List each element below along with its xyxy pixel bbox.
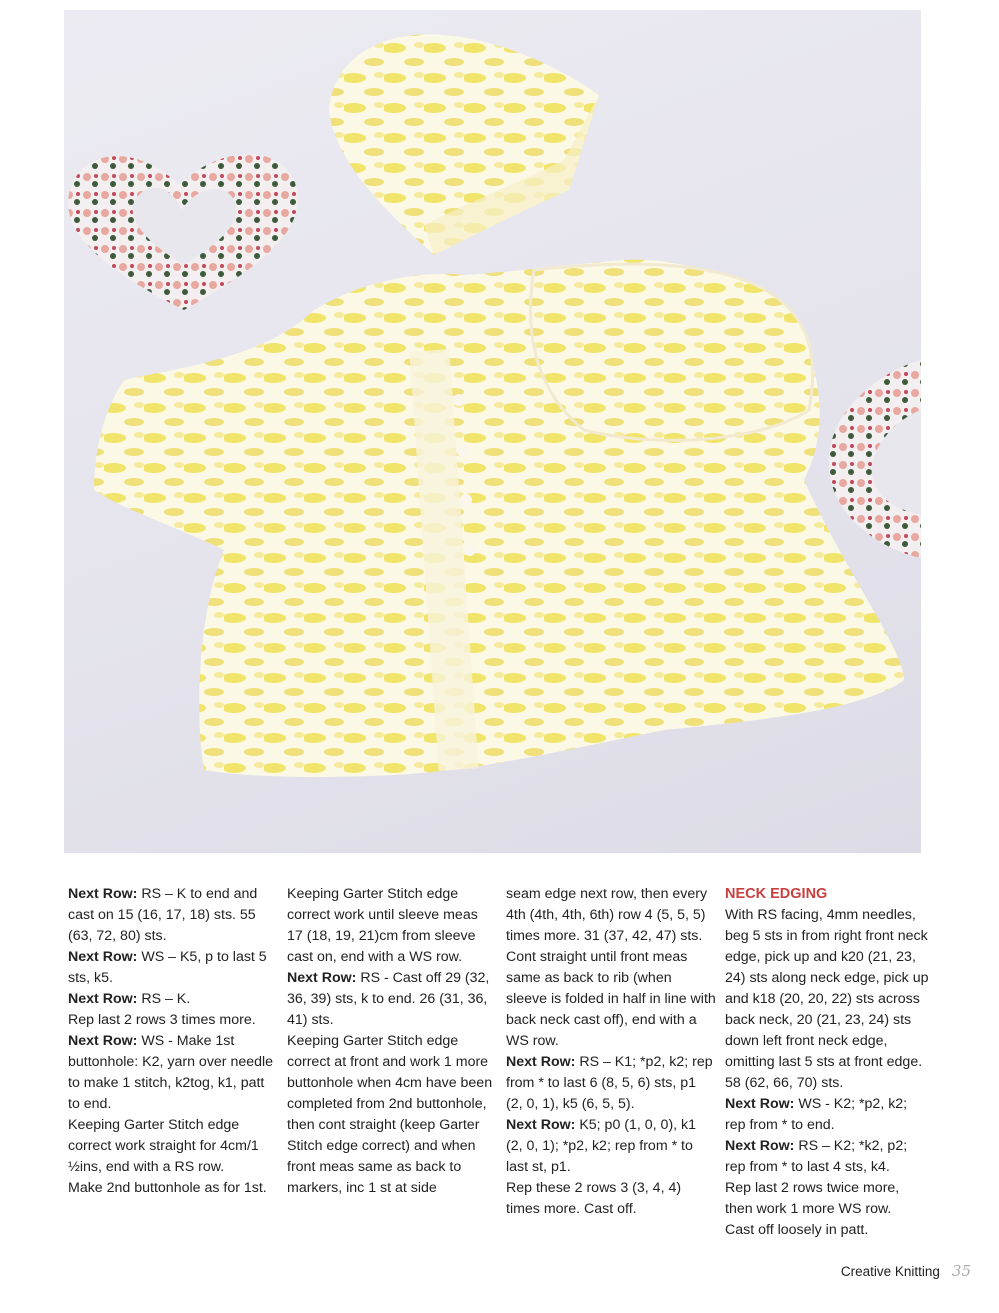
instruction-paragraph	[68, 884, 278, 947]
row-label: Next Row:	[68, 991, 138, 1007]
instruction-text: With RS facing, 4mm needles, beg 5 sts in from right front neck edge, pick up and k20 (21, 23, 24) sts along neck edge, pick up and k18 (20, 20, 22) sts across back neck, 20 (21, 23, 24) sts down left front neck edge, omitting last 5 sts at front edge. 58 (62, 66, 70) sts.	[725, 907, 929, 1091]
instruction-paragraph	[725, 1136, 930, 1178]
instruction-paragraph	[725, 1094, 930, 1136]
instruction-text: K5; p0 (1, 0, 0), k1 (2, 0, 1); *p2, k2; rep from * to last st, p1.	[506, 1117, 697, 1175]
instruction-paragraph	[506, 1115, 716, 1178]
instruction-text: RS – K2; *k2, p2; rep from * to last 4 sts, k4.	[725, 1138, 908, 1175]
instruction-paragraph	[506, 1178, 716, 1220]
instruction-text: WS - Make 1st buttonhole: K2, yarn over needle to make 1 stitch, k2tog, k1, patt to end.	[68, 1033, 274, 1112]
knitted-hat	[329, 34, 599, 255]
product-photo	[64, 10, 921, 853]
instruction-text: RS – K.	[137, 991, 191, 1007]
instruction-paragraph	[68, 1010, 278, 1031]
instruction-paragraph	[68, 1115, 278, 1178]
instruction-text: Keeping Garter Stitch edge correct work until sleeve meas 17 (18, 19, 21)cm from sleeve cast on, end with a WS row.	[287, 886, 478, 965]
instructions-column-1	[68, 884, 278, 1199]
row-label: Next Row:	[506, 1117, 576, 1133]
instruction-paragraph	[725, 1178, 930, 1220]
row-label: Next Row:	[506, 1054, 576, 1070]
page-number: 35	[951, 1262, 971, 1280]
instruction-paragraph	[68, 1178, 278, 1199]
instructions-column-3	[506, 884, 716, 1220]
instruction-text: RS – K to end and cast on 15 (16, 17, 18) sts. 55 (63, 72, 80) sts.	[68, 886, 258, 944]
instruction-paragraph	[68, 947, 278, 989]
instruction-paragraph	[506, 947, 716, 1052]
row-label: Next Row:	[287, 970, 357, 986]
row-label: Next Row:	[68, 886, 138, 902]
instruction-paragraph	[725, 1220, 930, 1241]
instruction-paragraph	[68, 989, 278, 1010]
instruction-text: Cont straight until front meas same as back to rib (when sleeve is folded in half in line with back neck cast off), end with a WS row.	[506, 949, 716, 1049]
instruction-text: WS - K2; *p2, k2; rep from * to end.	[725, 1096, 908, 1133]
heart-wreath-left	[68, 154, 298, 310]
instruction-paragraph	[725, 905, 930, 1094]
instruction-text: Rep last 2 rows twice more, then work 1 more WS row.	[725, 1180, 900, 1217]
row-label: Next Row:	[68, 1033, 138, 1049]
row-label: Next Row:	[68, 949, 138, 965]
instruction-paragraph	[506, 884, 716, 947]
section-heading: NECK EDGING	[725, 886, 828, 902]
instruction-paragraph	[287, 884, 497, 968]
instruction-text: Rep these 2 rows 3 (3, 4, 4) times more. Cast off.	[506, 1180, 682, 1217]
instruction-text: RS – K1; *p2, k2; rep from * to last 6 (8, 5, 6) sts, p1 (2, 0, 1), k5 (6, 5, 5).	[506, 1054, 713, 1112]
instruction-paragraph	[68, 1031, 278, 1115]
instruction-text: Keeping Garter Stitch edge correct work straight for 4cm/1 ½ins, end with a RS row.	[68, 1117, 259, 1175]
instruction-text: RS - Cast off 29 (32, 36, 39) sts, k to end. 26 (31, 36, 41) sts.	[287, 970, 490, 1028]
instruction-paragraph	[287, 968, 497, 1031]
page-footer	[841, 1262, 971, 1280]
instruction-paragraph	[506, 1052, 716, 1115]
neck-edging-section	[725, 884, 930, 1241]
instruction-text: WS – K5, p to last 5 sts, k5.	[68, 949, 267, 986]
instruction-text: Keeping Garter Stitch edge correct at front and work 1 more buttonhole when 4cm have been completed from 2nd buttonhole, then cont straight (keep Garter Stitch edge correct) and when front meas same as back to markers, inc 1 st at side	[287, 1033, 493, 1196]
magazine-name: Creative Knitting	[840, 1264, 940, 1279]
instruction-paragraph	[287, 1031, 497, 1199]
instruction-text: Cast off loosely in patt.	[725, 1222, 869, 1238]
knitted-cardigan	[94, 260, 904, 777]
row-label: Next Row:	[725, 1096, 795, 1112]
instructions-column-2	[287, 884, 497, 1199]
row-label: Next Row:	[725, 1138, 795, 1154]
instruction-text: seam edge next row, then every 4th (4th, 4th, 6th) row 4 (5, 5, 5) times more. 31 (37, 42, 47) sts.	[506, 886, 708, 944]
instruction-text: Make 2nd buttonhole as for 1st.	[68, 1180, 267, 1196]
instruction-text: Rep last 2 rows 3 times more.	[68, 1012, 256, 1028]
heart-wreath-right	[829, 360, 921, 558]
